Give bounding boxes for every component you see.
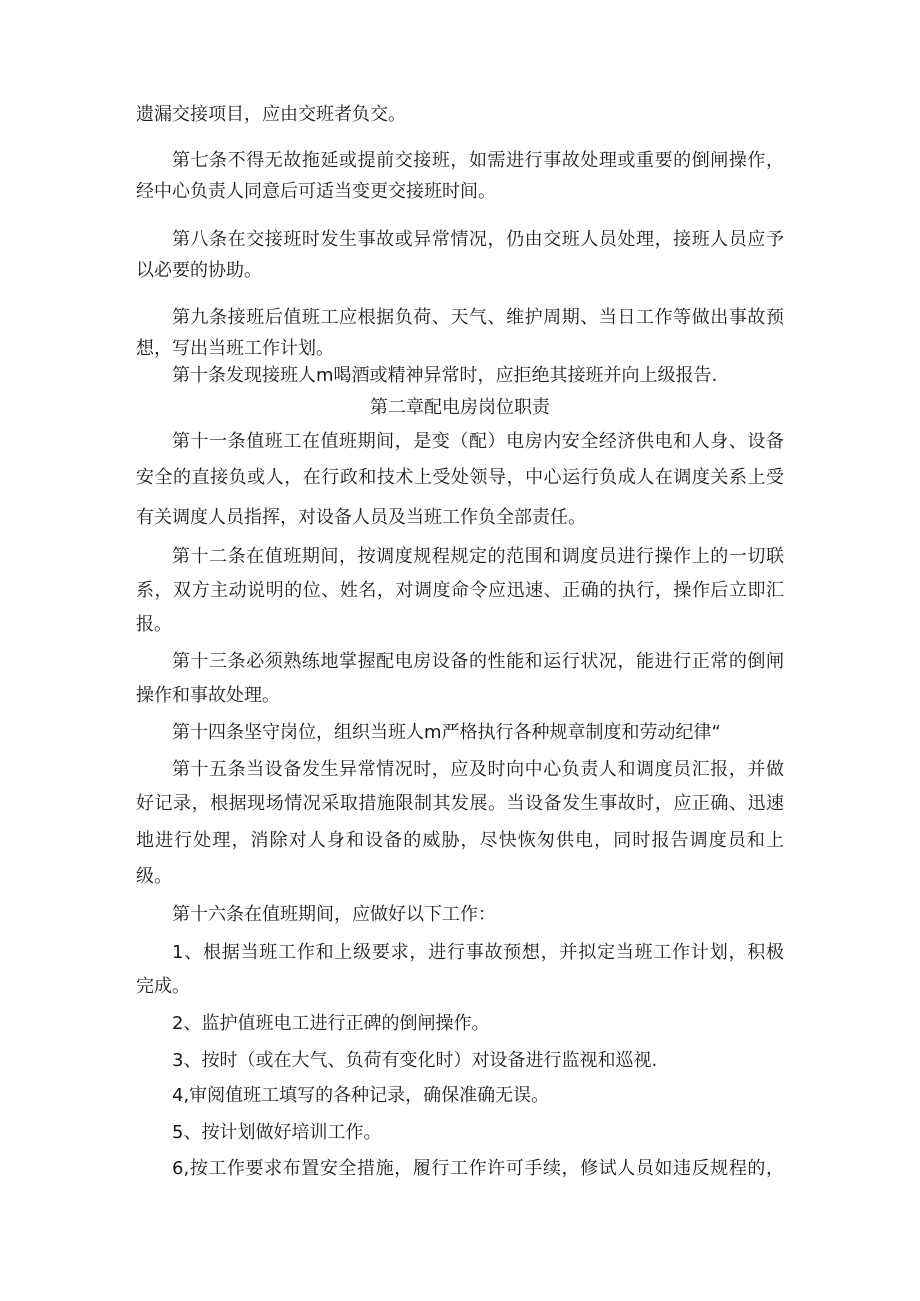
text-line: 以必要的协助。 [136,260,262,281]
text-line: 地进行处理，消除对人身和设备的威胁，尽快恢匆供电，同时报告调度员和上 [136,830,784,851]
text-line: 好记录，根据现场情况采取措施限制其发展。当设备发生事故时，应正确、迅速 [136,793,784,814]
text-line: 第八条在交接班时发生事故或异常情况，仍由交班人员处理，接班人员应予 [172,229,784,250]
text-line: 3、按时（或在大气、负荷有变化时）对设备进行监视和巡视. [172,1050,658,1071]
text-line: 第十五条当设备发生异常情况时，应及时向中心负责人和调度员汇报，并做 [172,759,784,780]
text-line: 第十四条坚守岗位，组织当班人m严格执行各种规章制度和劳动纪律“ [172,722,721,743]
text-line: 第十一条值班工在值班期间，是变（配）电房内安全经济供电和人身、设备 [172,431,784,452]
text-line: 2、监护值班电工进行正碑的倒闸操作。 [172,1013,490,1034]
text-line: 5、按计划做好培训工作。 [172,1122,382,1143]
text-line: 操作和事故处理。 [136,685,280,706]
text-line: 遗漏交接项目，应由交班者负交。 [136,104,406,125]
chapter-heading: 第二章配电房岗位职责 [370,397,550,418]
text-line: 第七条不得无故拖延或提前交接班，如需进行事故处理或重要的倒闸操作， [172,150,784,171]
text-line: 第十六条在值班期间，应做好以下工作： [172,904,496,925]
text-line: 级。 [136,866,172,887]
text-line: 第十二条在值班期间，按调度规程规定的范围和调度员进行操作上的一切联 [172,546,784,567]
text-line: 系，双方主动说明的位、姓名，对调度命令应迅速、正确的执行，操作后立即汇 [136,580,784,601]
text-line: 第九条接班后值班工应根据负荷、天气、维护周期、当日工作等做出事故预 [172,307,784,328]
text-line: 想，写出当班工作计划。 [136,338,334,359]
text-line: 安全的直接负或人，在行政和技术上受处领导，中心运行负成人在调度关系上受 [136,467,784,488]
text-line: 完成。 [136,976,190,997]
text-line: 1、根据当班工作和上级要求，进行事故预想，并拟定当班工作计划，积极 [172,942,784,963]
text-line: 经中心负责人同意后可适当变更交接班时间。 [136,181,496,202]
text-line: 第十三条必须熟练地掌握配电房设备的性能和运行状况，能进行正常的倒闸 [172,651,784,672]
text-line: 有关调度人员指挥，对设备人员及当班工作负全部责任。 [136,507,586,528]
text-line: 6,按工作要求布置安全措施，履行工作许可手续，修试人员如违反规程的， [172,1158,784,1179]
text-line: 报。 [136,614,172,635]
text-line: 4,审阅值班工填写的各种记录，确保准确无误。 [172,1085,550,1106]
text-line: 第十条发现接班人m喝酒或精神异常时，应拒绝其接班并向上级报告. [172,365,718,386]
